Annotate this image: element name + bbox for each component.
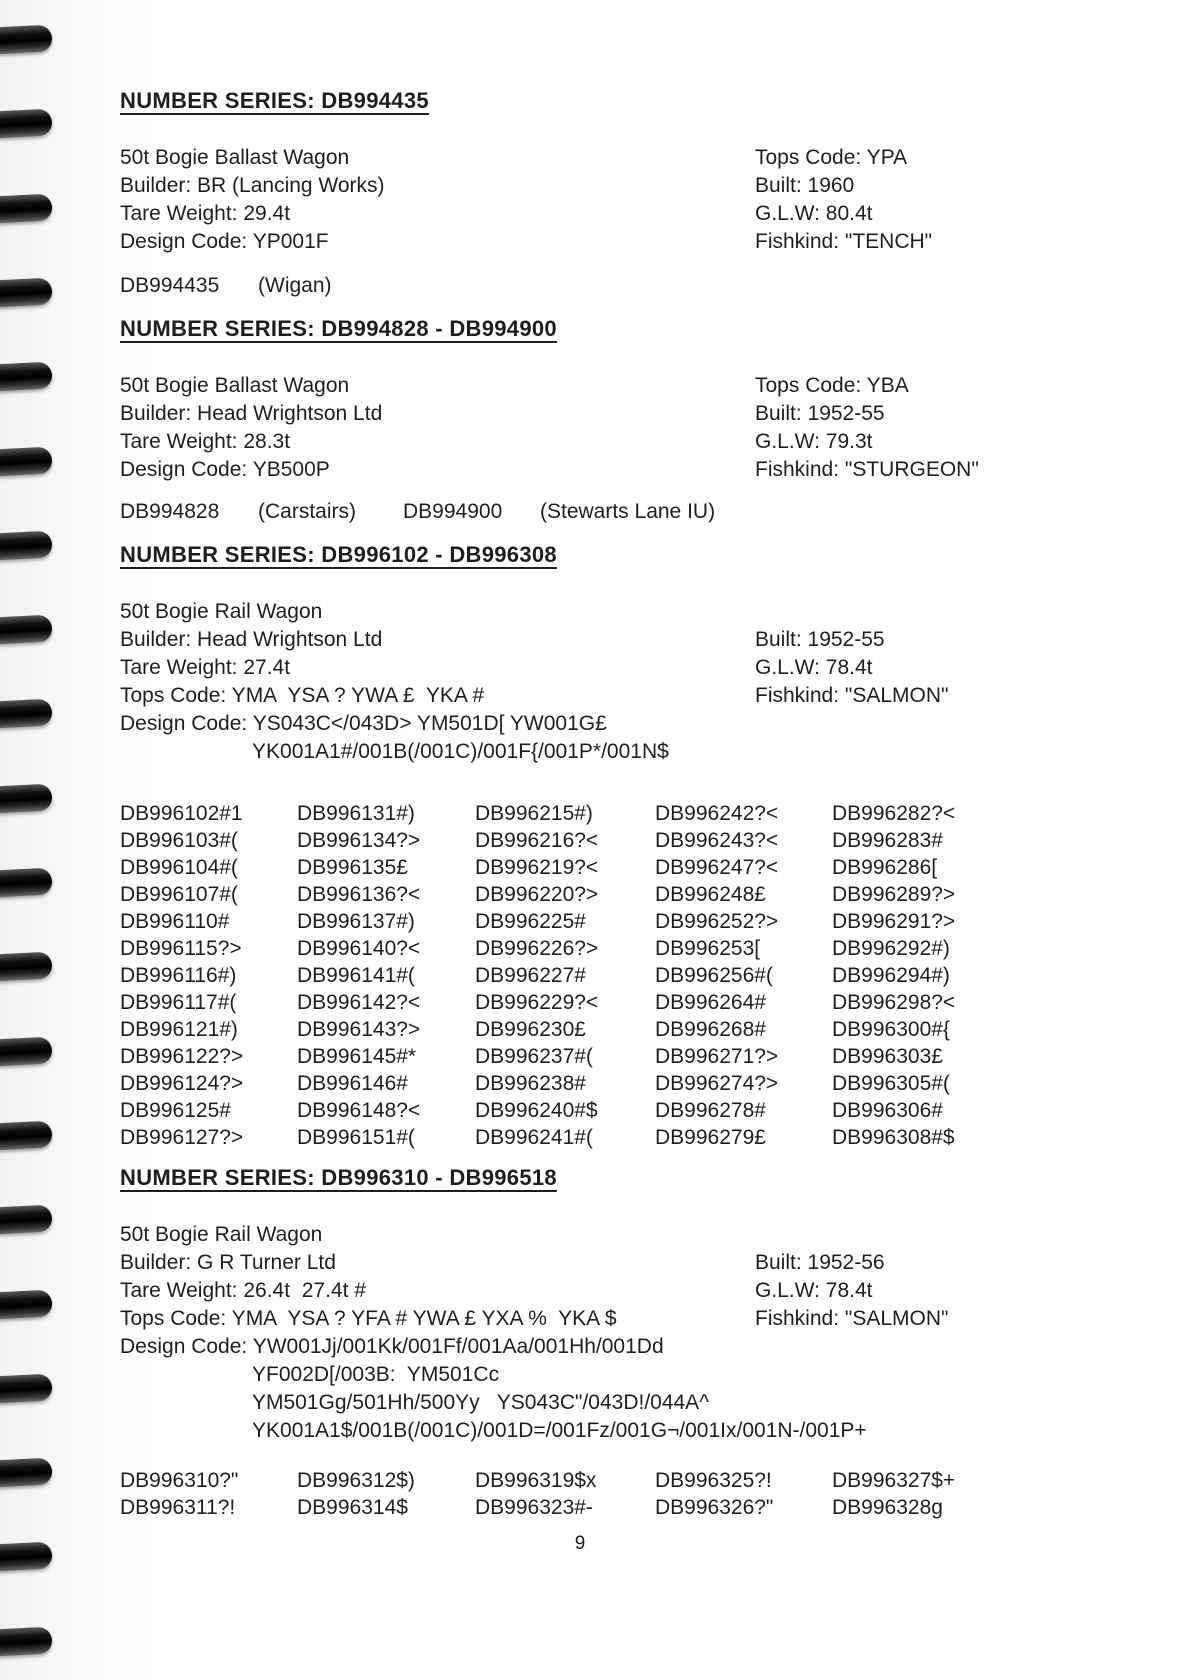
wagon-number: DB996303£ xyxy=(832,1045,943,1068)
wagon-number: DB996248£ xyxy=(655,883,766,906)
wagon-number: DB996289?> xyxy=(832,883,956,906)
wagon-number: DB996124?> xyxy=(120,1072,244,1095)
spec-line: YK001A1$/001B(/001C)/001D=/001Fz/001G¬/001Ix/001N-/001P+ xyxy=(252,1419,867,1442)
wagon-number: DB996256#( xyxy=(655,964,773,987)
wagon-number: DB996319$x xyxy=(475,1469,597,1492)
spec-line: Tops Code: YMA YSA ? YFA # YWA £ YXA % YKA $ xyxy=(120,1307,617,1330)
spec-line: Tare Weight: 29.4t xyxy=(120,202,291,225)
binding-ring xyxy=(0,1626,53,1656)
wagon-numbers-grid xyxy=(120,1467,1160,1521)
wagon-number: DB996117#( xyxy=(120,991,237,1014)
spec-line: YF002D[/003B: YM501Cc xyxy=(252,1363,500,1386)
wagon-number: DB996125# xyxy=(120,1099,231,1122)
wagon-number: DB996264# xyxy=(655,991,766,1014)
wagon-number: DB996306# xyxy=(832,1099,943,1122)
wagon-number: DB996107#( xyxy=(120,883,238,906)
number-column xyxy=(832,800,1160,1151)
spec-line: Tare Weight: 26.4t 27.4t # xyxy=(120,1279,366,1302)
wagon-number: DB996115?> xyxy=(120,937,242,960)
wagon-number: DB996151#( xyxy=(297,1126,415,1149)
number-column xyxy=(120,800,297,1151)
spec-line: Design Code: YP001F xyxy=(120,230,329,253)
section-heading: NUMBER SERIES: DB994828 - DB994900 xyxy=(120,316,557,341)
wagon-number: DB996310?" xyxy=(120,1469,239,1492)
wagon-number: DB996283# xyxy=(832,829,943,852)
spec-line: YK001A1#/001B(/001C)/001F{/001P*/001N$ xyxy=(252,740,669,763)
wagon-number: DB996116#) xyxy=(120,964,237,987)
wagon-number: DB996274?> xyxy=(655,1072,779,1095)
specs-left xyxy=(120,372,1160,484)
wagon-number: DB996292#) xyxy=(832,937,950,960)
wagon-number: DB996298?< xyxy=(832,991,956,1014)
wagon-number: DB996227# xyxy=(475,964,586,987)
wagon-number: DB996314$ xyxy=(297,1496,408,1519)
entry-row xyxy=(120,272,1160,300)
wagon-number: DB996243?< xyxy=(655,829,779,852)
spec-block xyxy=(120,598,1160,766)
wagon-number: DB996131#) xyxy=(297,802,415,825)
specs-right xyxy=(755,626,948,710)
spec-line: G.L.W: 78.4t xyxy=(755,656,873,679)
wagon-number: DB996241#( xyxy=(475,1126,593,1149)
wagon-number: DB996136?< xyxy=(297,883,421,906)
wagon-number: DB996328g xyxy=(832,1496,943,1519)
specs-left xyxy=(120,144,1160,256)
wagon-number: DB996238# xyxy=(475,1072,586,1095)
spec-line: Tare Weight: 28.3t xyxy=(120,430,291,453)
spec-line: Builder: Head Wrightson Ltd xyxy=(120,402,383,425)
section-db994435 xyxy=(120,88,1160,300)
wagon-number: DB996247?< xyxy=(655,856,779,879)
spec-line: Design Code: YW001Jj/001Kk/001Ff/001Aa/001Hh/001Dd xyxy=(120,1335,664,1358)
specs-right xyxy=(755,372,979,484)
wagon-number: DB996216?< xyxy=(475,829,599,852)
wagon-number: DB996253[ xyxy=(655,937,761,960)
wagon-number: DB996312$) xyxy=(297,1469,415,1492)
spec-line: Builder: Head Wrightson Ltd xyxy=(120,628,383,651)
section-heading: NUMBER SERIES: DB996102 - DB996308 xyxy=(120,542,557,567)
wagon-number: DB996311?! xyxy=(120,1496,236,1519)
wagon-number: DB996242?< xyxy=(655,802,779,825)
entry-token: (Carstairs) xyxy=(258,500,356,523)
section-db996102 xyxy=(120,542,1160,1151)
wagon-number: DB996308#$ xyxy=(832,1126,955,1149)
section-db996310 xyxy=(120,1165,1160,1521)
number-column xyxy=(655,1467,832,1521)
spec-line: Tops Code: YMA YSA ? YWA £ YKA # xyxy=(120,684,485,707)
wagon-number: DB996135£ xyxy=(297,856,408,879)
wagon-number: DB996102#1 xyxy=(120,802,243,825)
design-code-continuation xyxy=(120,738,1160,766)
wagon-number: DB996134?> xyxy=(297,829,421,852)
wagon-number: DB996268# xyxy=(655,1018,766,1041)
wagon-number: DB996148?< xyxy=(297,1099,421,1122)
specs-left xyxy=(120,598,1160,738)
spec-line: Tare Weight: 27.4t xyxy=(120,656,291,679)
spec-line: Fishkind: "TENCH" xyxy=(755,230,933,253)
number-column xyxy=(475,800,655,1151)
wagon-number: DB996300#{ xyxy=(832,1018,950,1041)
section-db994828 xyxy=(120,316,1160,526)
spec-line: Built: 1960 xyxy=(755,174,855,197)
spec-block xyxy=(120,372,1160,484)
wagon-number: DB996110# xyxy=(120,910,230,933)
page-number: 9 xyxy=(574,1533,586,1554)
wagon-number: DB996219?< xyxy=(475,856,599,879)
spec-line: 50t Bogie Ballast Wagon xyxy=(120,374,350,397)
wagon-number: DB996252?> xyxy=(655,910,779,933)
spec-block xyxy=(120,1221,1160,1445)
wagon-number: DB996294#) xyxy=(832,964,950,987)
spec-line: Design Code: YB500P xyxy=(120,458,330,481)
wagon-number: DB996305#( xyxy=(832,1072,950,1095)
wagon-number: DB996145#* xyxy=(297,1045,417,1068)
spec-line: YM501Gg/501Hh/500Yy YS043C"/043D!/044A^ xyxy=(252,1391,710,1414)
spec-line: Built: 1952-55 xyxy=(755,402,885,425)
spec-line: Tops Code: YPA xyxy=(755,146,908,169)
wagon-number: DB996142?< xyxy=(297,991,421,1014)
section-heading: NUMBER SERIES: DB996310 - DB996518 xyxy=(120,1165,557,1190)
number-column xyxy=(297,1467,475,1521)
wagon-number: DB996137#) xyxy=(297,910,415,933)
wagon-number: DB996127?> xyxy=(120,1126,244,1149)
wagon-number: DB996215#) xyxy=(475,802,593,825)
wagon-number: DB996141#( xyxy=(297,964,415,987)
entry-token: (Stewarts Lane IU) xyxy=(540,500,716,523)
wagon-number: DB996279£ xyxy=(655,1126,766,1149)
spec-line: G.L.W: 79.3t xyxy=(755,430,873,453)
specs-right xyxy=(755,144,932,256)
specs-left xyxy=(120,1221,1160,1361)
wagon-number: DB996140?< xyxy=(297,937,421,960)
wagon-number: DB996326?" xyxy=(655,1496,774,1519)
spec-line: 50t Bogie Ballast Wagon xyxy=(120,146,350,169)
wagon-number: DB996146# xyxy=(297,1072,408,1095)
spec-line: Design Code: YS043C</043D> YM501D[ YW001G£ xyxy=(120,712,607,735)
spec-line: Built: 1952-55 xyxy=(755,628,885,651)
wagon-number: DB996323#- xyxy=(475,1496,593,1519)
design-code-continuation xyxy=(120,1361,1160,1445)
wagon-number: DB996286[ xyxy=(832,856,938,879)
wagon-number: DB996327$+ xyxy=(832,1469,956,1492)
entry-token: DB994435 xyxy=(120,274,220,297)
spec-line: 50t Bogie Rail Wagon xyxy=(120,600,323,623)
spec-block xyxy=(120,144,1160,256)
wagon-number: DB996104#( xyxy=(120,856,238,879)
wagon-number: DB996226?> xyxy=(475,937,599,960)
number-column xyxy=(475,1467,655,1521)
wagon-number: DB996237#( xyxy=(475,1045,593,1068)
wagon-number: DB996220?> xyxy=(475,883,599,906)
number-column xyxy=(655,800,832,1151)
wagon-number: DB996103#( xyxy=(120,829,238,852)
spec-line: 50t Bogie Rail Wagon xyxy=(120,1223,323,1246)
spec-line: Fishkind: "STURGEON" xyxy=(755,458,979,481)
wagon-number: DB996291?> xyxy=(832,910,956,933)
wagon-number: DB996143?> xyxy=(297,1018,421,1041)
spec-line: Builder: G R Turner Ltd xyxy=(120,1251,336,1274)
spec-line: Fishkind: "SALMON" xyxy=(755,684,949,707)
number-column xyxy=(832,1467,1160,1521)
entry-token: DB994900 xyxy=(403,500,503,523)
section-heading: NUMBER SERIES: DB994435 xyxy=(120,88,429,113)
spec-line: Tops Code: YBA xyxy=(755,374,909,397)
spec-line: Builder: BR (Lancing Works) xyxy=(120,174,385,197)
spec-line: Built: 1952-56 xyxy=(755,1251,885,1274)
wagon-number: DB996230£ xyxy=(475,1018,586,1041)
wagon-number: DB996229?< xyxy=(475,991,599,1014)
wagon-number: DB996271?> xyxy=(655,1045,779,1068)
wagon-number: DB996122?> xyxy=(120,1045,244,1068)
number-column xyxy=(120,1467,297,1521)
spec-line: Fishkind: "SALMON" xyxy=(755,1307,949,1330)
wagon-number: DB996278# xyxy=(655,1099,766,1122)
wagon-number: DB996240#$ xyxy=(475,1099,598,1122)
entry-token: (Wigan) xyxy=(258,274,332,297)
wagon-number: DB996121#) xyxy=(120,1018,238,1041)
number-column xyxy=(297,800,475,1151)
specs-right xyxy=(755,1249,948,1333)
spec-line: G.L.W: 80.4t xyxy=(755,202,873,225)
wagon-numbers-grid xyxy=(120,800,1160,1151)
entry-row xyxy=(120,498,1160,526)
entry-token: DB994828 xyxy=(120,500,220,523)
wagon-number: DB996282?< xyxy=(832,802,956,825)
spec-line: G.L.W: 78.4t xyxy=(755,1279,873,1302)
wagon-number: DB996325?! xyxy=(655,1469,772,1492)
wagon-number: DB996225# xyxy=(475,910,586,933)
